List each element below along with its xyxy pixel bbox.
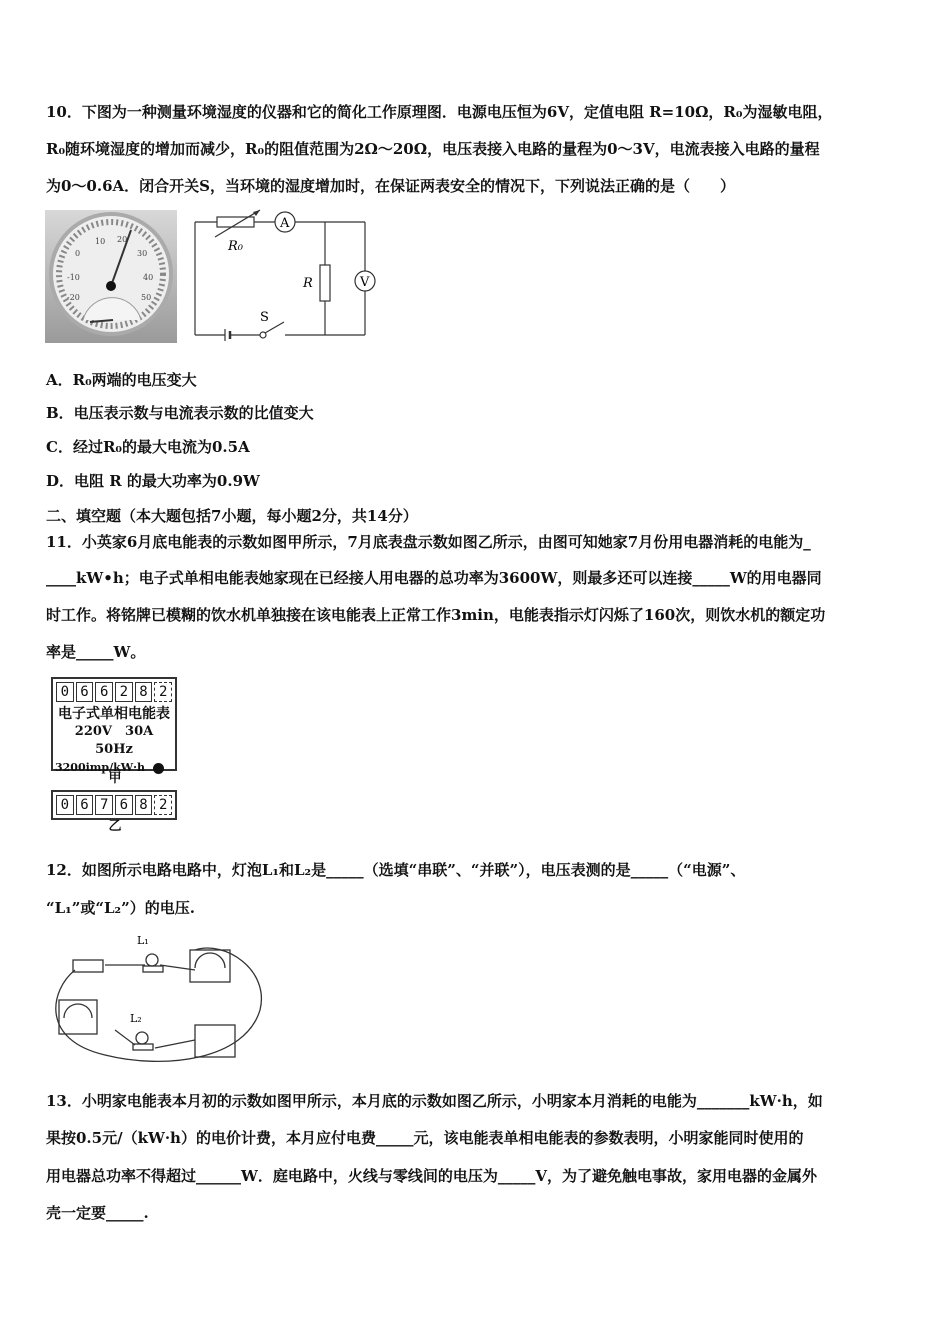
gauge-tick: 10 [95,237,106,246]
l2-label: L₂ [130,1012,142,1025]
caption-yi: 乙 [108,819,122,834]
meter-spec: 220V 30A 50Hz [74,724,167,757]
option-b: B．电压表示数与电流表示数的比值变大 [46,404,314,422]
indicator-lamp-icon [153,763,164,774]
meter-yi [51,790,177,820]
digit: 6 [76,682,94,702]
gauge-tick: 40 [143,273,154,282]
q13-line-3: 用电器总功率不得超过______W．庭电路中，火线与零线间的电压为_____V，为了避免触电事故，家用电器的金属外 [46,1167,817,1185]
digit: 2 [115,682,133,702]
gauge-tick: -20 [67,293,80,302]
meter-name: 电子式单相电能表 [58,706,170,722]
digit: 7 [95,795,113,815]
digit: 6 [95,682,113,702]
q11-line-2: ____kW•h；电子式单相电能表她家现在已经接人用电器的总功率为3600W，则最多还可以连接_____W的用电器同 [46,569,822,587]
q13-line-4: 壳一定要_____. [46,1204,149,1222]
ammeter-label: A [280,216,290,231]
q10-line-1: 10．下图为一种测量环境湿度的仪器和它的简化工作原理图．电源电压恒为6V，定值电阻 R=10Ω，R₀为湿敏电阻， [46,103,833,121]
switch-label: S [260,310,269,325]
gauge-tick: 30 [137,249,148,258]
q10-line-2: R₀随环境湿度的增加而减少，R₀的阻值范围为2Ω～20Ω，电压表接入电路的量程为0～3V，电流表接入电路的量程 [46,140,820,158]
gauge-tick: 20 [117,235,128,244]
option-d: D．电阻 R 的最大功率为0.9W [46,472,260,490]
meter-jia-digits [53,679,175,705]
gauge-tick: -10 [67,273,80,282]
digit: 0 [56,795,74,815]
gauge-tick: 50 [141,293,152,302]
digit: 8 [135,795,153,815]
section-heading: 二、填空题（本大题包括7小题，每小题2分，共14分） [46,507,418,525]
meter-constant: 3200imp/kW·h [55,761,145,774]
option-a: A．R₀两端的电压变大 [46,371,197,389]
digit: 2 [154,682,172,702]
digit: 0 [56,682,74,702]
circuit-diagram-q10 [190,205,380,345]
voltmeter-label: V [360,275,370,290]
digit: 6 [76,795,94,815]
q13-line-2: 果按0.5元/（kW·h）的电价计费，本月应付电费_____元，该电能表单相电能表的参数表明，小明家能同时使用的 [46,1129,804,1147]
r0-label: R₀ [228,239,243,254]
q11-line-4: 率是_____W。 [46,643,146,661]
digit: 2 [154,795,172,815]
option-c: C．经过R₀的最大电流为0.5A [46,438,250,456]
q12-line-2: “L₁”或“L₂”）的电压. [46,899,195,917]
q11-line-3: 时工作。将铭牌已模糊的饮水机单独接在该电能表上正常工作3min，电能表指示灯闪烁了160次，则饮水机的额定功 [46,606,826,624]
meter-jia [51,677,177,774]
gauge-tick: 0 [75,249,81,258]
q11-line-1: 11．小英家6月底电能表的示数如图甲所示，7月底表盘示数如图乙所示，由图可知她家7月份用电器消耗的电能为_ [46,533,811,551]
caption-jia: 甲 [108,771,122,786]
digit: 6 [115,795,133,815]
circuit-photo-q12 [45,930,270,1080]
q13-line-1: 13．小明家电能表本月初的示数如图甲所示，本月底的示数如图乙所示，小明家本月消耗的电能为_______kW·h，如 [46,1092,823,1110]
hygrometer-photo [45,210,177,343]
resistor-label: R [303,276,313,291]
q10-line-3: 为0～0.6A．闭合开关S，当环境的湿度增加时，在保证两表安全的情况下，下列说法正确的是（ ） [46,177,736,195]
digit: 8 [135,682,153,702]
q12-line-1: 12．如图所示电路电路中，灯泡L₁和L₂是_____（选填“串联”、“并联”），电压表测的是_____（“电源”、 [46,861,746,879]
l1-label: L₁ [137,934,149,947]
